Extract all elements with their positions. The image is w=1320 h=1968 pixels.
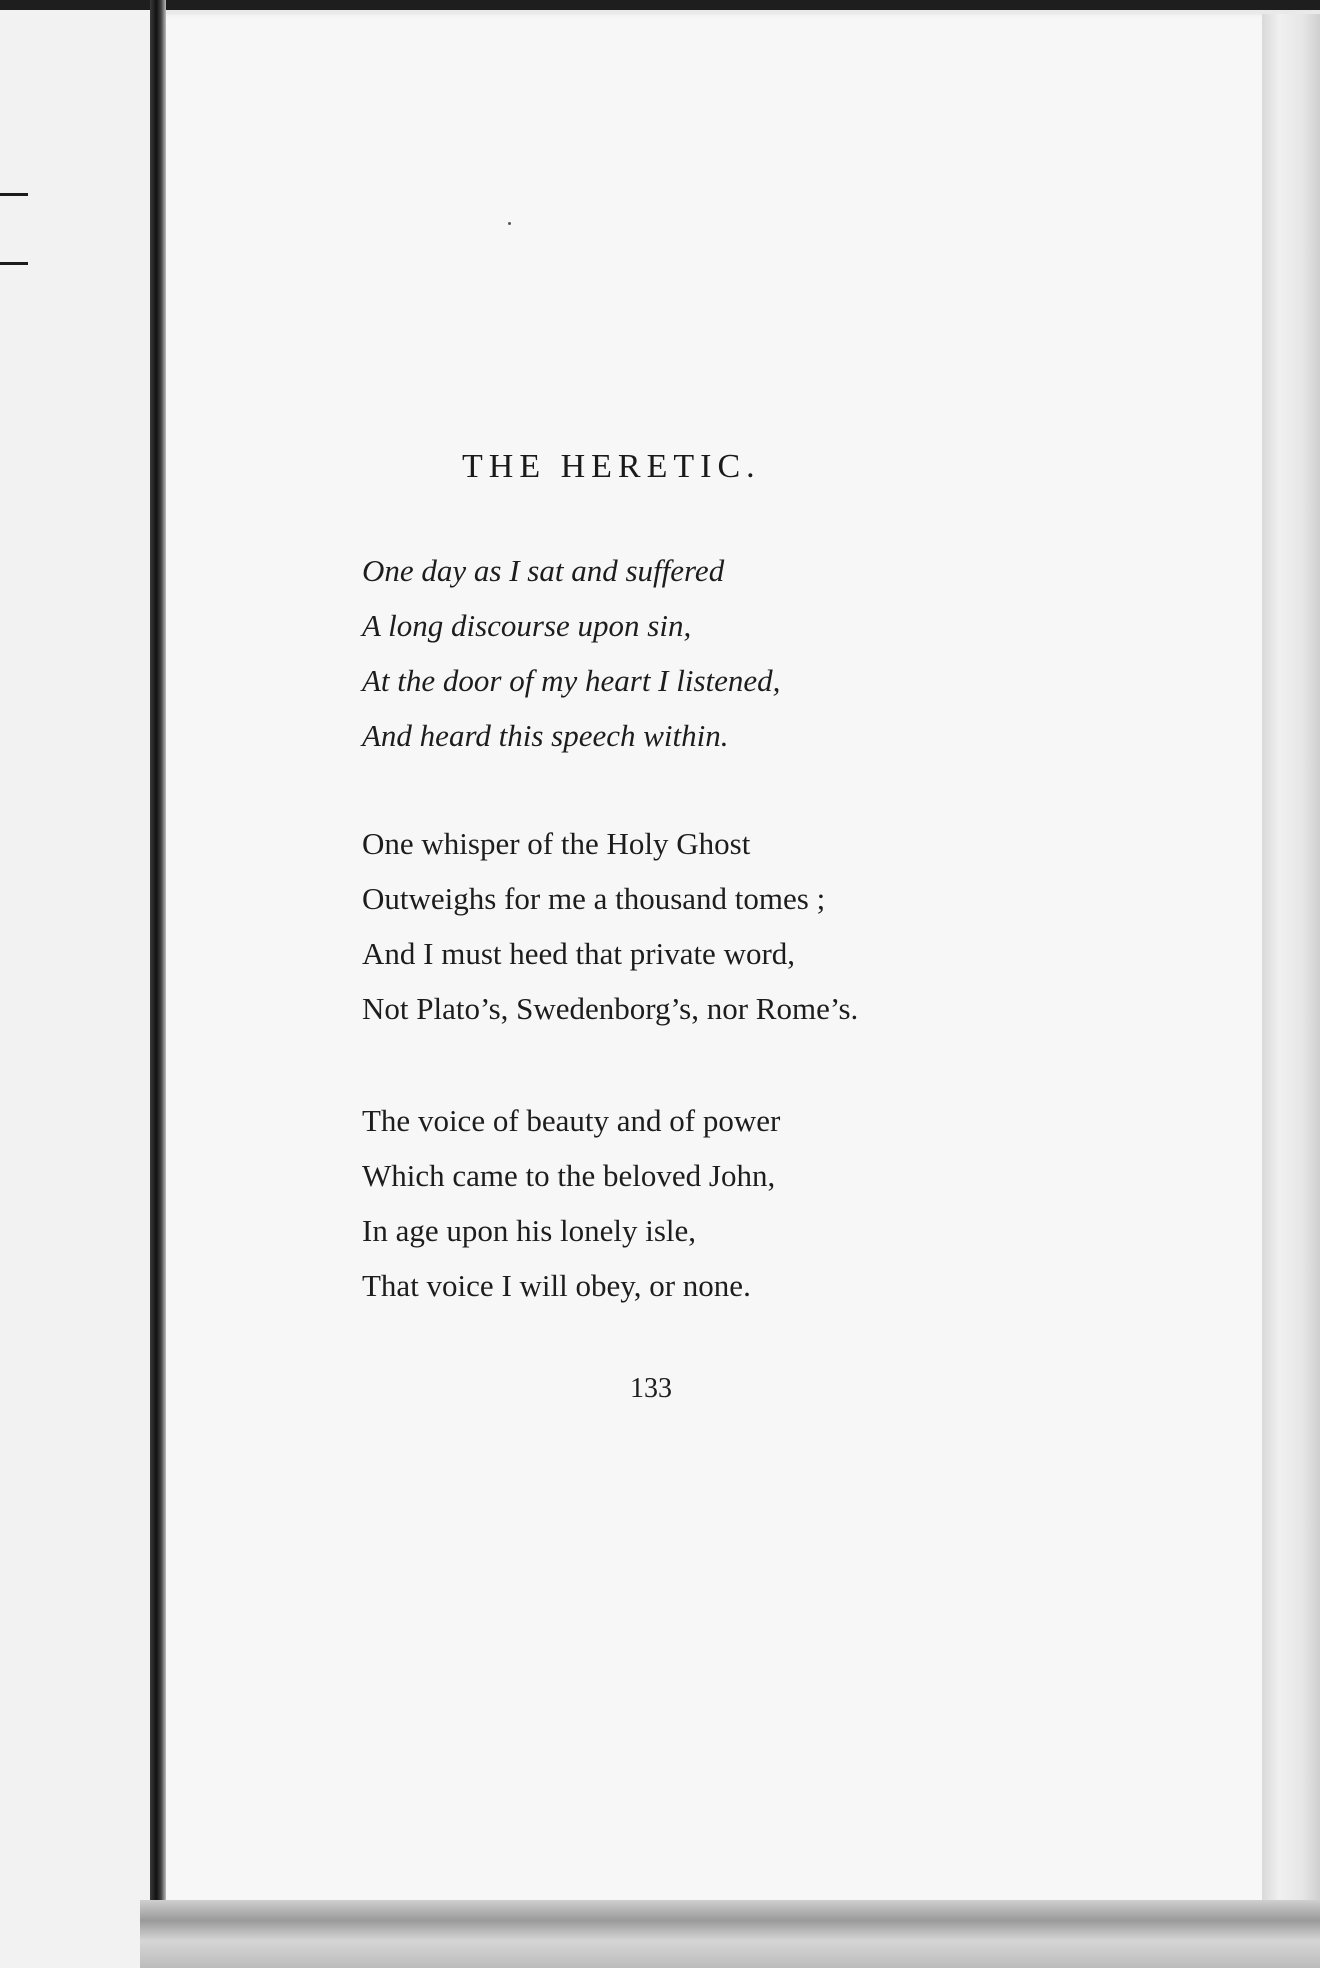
- facing-page-edge: [0, 10, 155, 1968]
- stanza-1: [362, 543, 780, 763]
- poem-line: The voice of beauty and of power: [362, 1103, 781, 1138]
- poem-line: One whisper of the Holy Ghost: [362, 826, 751, 861]
- poem-line: At the door of my heart I listened,: [362, 663, 781, 698]
- stanza-3: [362, 1093, 780, 1313]
- poem-line: Outweighs for me a thousand tomes ;: [362, 881, 826, 916]
- poem-line: And I must heed that private word,: [362, 936, 796, 971]
- poem-line: That voice I will obey, or none.: [362, 1268, 751, 1303]
- poem-line: A long discourse upon sin,: [362, 608, 692, 643]
- paper-speck: [508, 222, 511, 225]
- poem-title: THE HERETIC.: [462, 448, 761, 485]
- stanza-2: [362, 816, 858, 1036]
- scan-top-border: [0, 0, 1320, 10]
- poem-line: Which came to the beloved John,: [362, 1158, 776, 1193]
- poem-line: One day as I sat and suffered: [362, 553, 725, 588]
- facing-page-mark: [0, 262, 28, 265]
- book-gutter: [150, 0, 166, 1968]
- facing-page-mark: [0, 193, 28, 196]
- poem-line: Not Plato’s, Swedenborg’s, nor Rome’s.: [362, 991, 859, 1026]
- poem-line: In age upon his lonely isle,: [362, 1213, 697, 1248]
- poem-line: And heard this speech within.: [362, 718, 729, 753]
- page-number: 133: [630, 1373, 672, 1404]
- page-stack-bottom-edge: [140, 1900, 1320, 1968]
- page-stack-right-edge: [1262, 14, 1320, 1968]
